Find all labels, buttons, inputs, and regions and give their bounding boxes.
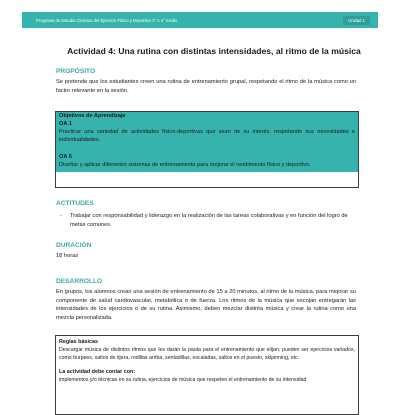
activity-title: Actividad 4: Una rutina con distintas intensidades, al ritmo de la música <box>67 46 361 56</box>
section-heading-duracion: DURACIÓN <box>56 242 92 249</box>
rules-cut-text: implementos y/o técnicas en su rutina, ejercicios de música que respeten el entrenamiento de su intensidad <box>59 377 307 384</box>
section-heading-actitudes: ACTITUDES <box>56 200 94 207</box>
objectives-spacer <box>56 145 358 153</box>
rules-title: Reglas básicas <box>59 339 98 345</box>
objective-text: Diseñar y aplicar diferentes sistemas de entrenamiento para mejorar el rendimiento físico y deportivo. <box>56 161 358 172</box>
objectives-heading: Objetivos de Aprendizaje <box>56 112 358 120</box>
objectives-box <box>55 111 359 188</box>
bullet-dash: - <box>60 213 62 219</box>
duracion-text: 18 horas <box>56 253 79 259</box>
actitudes-item <box>60 212 356 229</box>
program-title: Programa de Estudio Ciencias del Ejercicio Físico y Deportivo 3° o 4° medio <box>36 17 178 23</box>
proposito-text: Se pretende que los estudiantes creen una rutina de entrenamiento grupal, respetando el ritmo de la música como un factor relevante en la sesión. <box>56 79 356 94</box>
rules-subtitle: La actividad debe contar con: <box>59 369 136 376</box>
unit-badge: Unidad 1 <box>343 16 370 25</box>
objective-text: Practicar una variedad de actividades físico-deportivas que sean de su interés, respetando sus necesidades e individualidades. <box>56 128 358 145</box>
rules-text: Descargar música de distintos ritmos que les darán la pauta para el entrenamiento que elijan; pueden ser ejercicios variados, como burpees, saltos de tijera, rodillas arriba, sentadillas, escaladas, saltos en el puesto, skipinning, etc. <box>59 347 355 362</box>
header-bar <box>22 12 378 28</box>
desarrollo-text: En grupos, los alumnos crean una sesión de entrenamiento de 15 a 20 minutos, al ritmo de la música, para mejorar su componente de salud cardiovascular, metabólica o de fuerza. Los ritmos de la música que escojan entregarán las intensidades de los ejercicios o de su rutina. Asimismo, deben mezclar distinta música y crear la rutina como una mezcla personalizada. <box>56 289 356 321</box>
objective-code: OA 1 <box>56 120 358 128</box>
rules-box <box>55 335 359 415</box>
section-heading-proposito: PROPÓSITO <box>56 68 96 75</box>
section-heading-desarrollo: DESARROLLO <box>56 278 103 285</box>
objective-code: OA 5 <box>56 153 358 161</box>
actitudes-text: Trabajar con responsabilidad y liderazgo en la realización de las tareas colaborativas y en función del logro de metas comunes. <box>70 213 348 228</box>
